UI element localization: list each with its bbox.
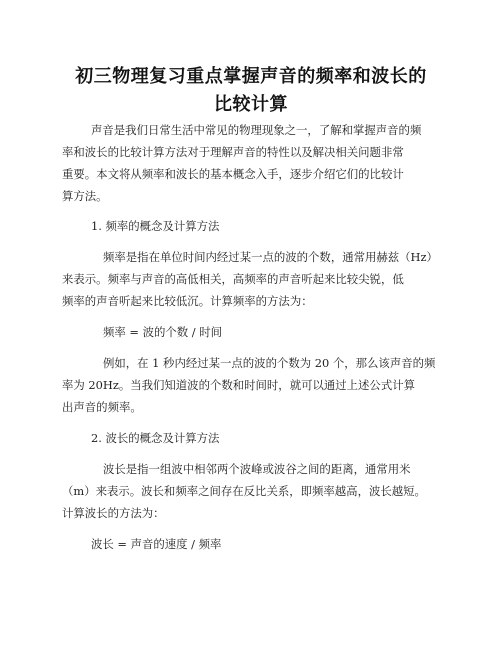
frequency-formula: 频率 = 波的个数 / 时间 <box>103 325 222 339</box>
section-heading-wavelength: 2. 波长的概念及计算方法 <box>91 431 220 445</box>
wavelength-paragraph-line: 计算波长的方法为： <box>62 506 165 520</box>
frequency-example-line: 例如，在 1 秒内经过某一点的波的个数为 20 个，那么该声音的频 <box>103 356 436 370</box>
frequency-paragraph-line: 来表示。频率与声音的高低相关，高频率的声音听起来比较尖锐，低 <box>62 272 404 286</box>
document-title-line-2: 比较计算 <box>214 94 288 115</box>
document-title-line-1: 初三物理复习重点掌握声音的频率和波长的 <box>75 66 427 87</box>
frequency-paragraph-line: 频率是指在单位时间内经过某一点的波的个数，通常用赫兹（Hz） <box>103 250 438 264</box>
wavelength-paragraph-line: （m）来表示。波长和频率之间存在反比关系，即频率越高，波长越短。 <box>62 484 426 498</box>
intro-line: 重要。本文将从频率和波长的基本概念入手，逐步介绍它们的比较计 <box>62 167 404 181</box>
frequency-example-line: 率为 20Hz。当我们知道波的个数和时间时，就可以通过上述公式计算 <box>62 378 415 392</box>
frequency-example-line: 出声音的频率。 <box>62 400 142 414</box>
frequency-paragraph-line: 频率的声音听起来比较低沉。计算频率的方法为： <box>62 294 313 308</box>
section-heading-frequency: 1. 频率的概念及计算方法 <box>91 219 220 233</box>
intro-line: 算方法。 <box>62 189 108 203</box>
intro-line: 率和波长的比较计算方法对于理解声音的特性以及解决相关问题非常 <box>62 145 404 159</box>
intro-line: 声音是我们日常生活中常见的物理现象之一，了解和掌握声音的频 <box>91 123 422 137</box>
wavelength-paragraph-line: 波长是指一组波中相邻两个波峰或波谷之间的距离，通常用米 <box>103 462 411 476</box>
wavelength-formula: 波长 = 声音的速度 / 频率 <box>91 537 222 551</box>
